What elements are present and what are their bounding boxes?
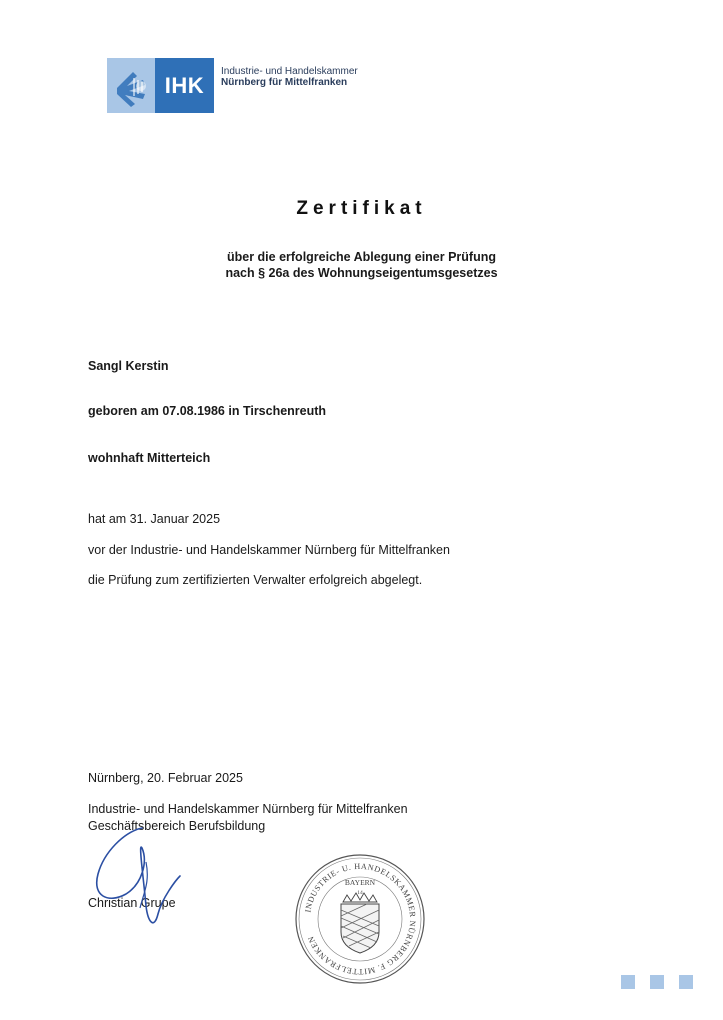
exam-date-line: hat am 31. Januar 2025 (88, 512, 221, 526)
handwritten-signature-icon (84, 822, 194, 934)
seal-ring-text: INDUSTRIE- U. HANDELSKAMMER NÜRNBERG F. MITTELFRANKEN (303, 861, 418, 977)
person-residence: wohnhaft Mitterteich (88, 451, 211, 465)
person-name: Sangl Kerstin (88, 359, 169, 373)
chamber-name-line1: Industrie- und Handelskammer (221, 66, 358, 77)
exam-result-line: die Prüfung zum zertifizierten Verwalter erfolgreich abgelegt. (88, 573, 423, 587)
issuer-line2: Geschäftsbereich Berufsbildung (88, 819, 266, 833)
chamber-name-line2: Nürnberg für Mittelfranken (221, 77, 348, 88)
certificate-subtitle-line1: über die erfolgreiche Ablegung einer Prüfung (226, 250, 496, 264)
seal-top-text: BAYERN (344, 878, 376, 887)
issuer-line1: Industrie- und Handelskammer Nürnberg für Mittelfranken (88, 802, 408, 816)
franconian-rake-emblem-icon (107, 58, 155, 113)
certificate-subtitle-line2: nach § 26a des Wohnungseigentumsgesetzes (225, 266, 498, 280)
signatory-name: Christian Grupe (88, 896, 176, 910)
certificate-title: Zertifikat (296, 198, 427, 219)
seal-number: 14 (357, 890, 363, 896)
decor-square (650, 975, 664, 989)
ihk-wordmark: IHK (155, 58, 214, 113)
ihk-logo (107, 58, 214, 113)
decor-square (621, 975, 635, 989)
person-birth: geboren am 07.08.1986 in Tirschenreuth (88, 404, 327, 418)
decor-square (679, 975, 693, 989)
bavarian-coat-of-arms-seal-icon (293, 852, 427, 986)
place-date: Nürnberg, 20. Februar 2025 (88, 771, 243, 785)
exam-authority-line: vor der Industrie- und Handelskammer Nürnberg für Mittelfranken (88, 543, 450, 557)
